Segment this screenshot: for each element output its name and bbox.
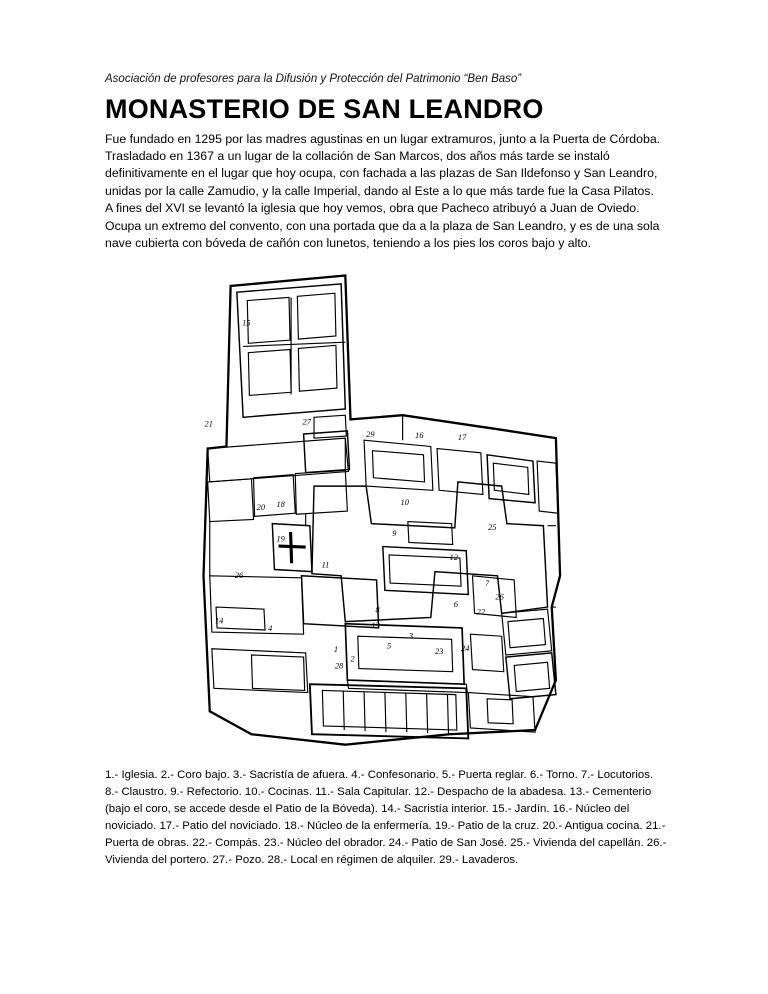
association-line: Asociación de profesores para la Difusión y Protección del Patrimonio “Ben Baso”: [105, 73, 522, 85]
svg-text:3: 3: [408, 631, 413, 641]
floor-plan-drawing: [172, 263, 602, 753]
svg-text:15: 15: [241, 318, 250, 328]
svg-text:26: 26: [494, 592, 504, 602]
floor-plan-monasterio-san-leandro: [172, 263, 602, 753]
svg-text:19: 19: [275, 534, 285, 544]
svg-text:2: 2: [350, 653, 355, 663]
svg-text:29: 29: [365, 429, 374, 439]
svg-text:7: 7: [484, 578, 489, 588]
svg-text:9: 9: [391, 528, 396, 538]
svg-text:1: 1: [333, 644, 338, 654]
svg-text:21: 21: [204, 419, 213, 429]
svg-text:16: 16: [414, 430, 423, 440]
legend-text: 1.- Iglesia. 2.- Coro bajo. 3.- Sacristía de afuera. 4.- Confesonario. 5.- Puerta reglar. 6.- Torno. 7.- Locutorios. 8.- Claustro. 9.- Refectorio. 10.- Cocinas. 11.- Sala Capitular. 12.- Despacho de la abadesa. 13.- Cementerio (bajo el coro, se accede desde el Patio de la Bóveda). 14.- Sacristía interior. 15.- Jardín. 16.- Núcleo del noviciado. 17.- Patio del noviciado. 18.- Núcleo de la enfermería. 19.- Patio de la cruz. 20.- Antigua cocina. 21.- Puerta de obras. 22.- Compás. 23.- Núcleo del obrador. 24.- Patio de San José. 25.- Vivienda del capellán. 26.- Vivienda del portero. 27.- Pozo. 28.- Local en régimen de alquiler. 29.- Lavaderos.: [105, 768, 667, 867]
floor-plan-figure: [105, 263, 668, 753]
svg-text:20: 20: [256, 502, 265, 512]
svg-text:5: 5: [386, 641, 391, 651]
svg-text:14: 14: [214, 616, 223, 626]
svg-text:8: 8: [375, 604, 380, 614]
paragraph-1: Fue fundado en 1295 por las madres agustinas en un lugar extramuros, junto a la Puerta de Córdoba. Trasladado en 1367 a un lugar de la collación de San Marcos, dos años más tarde se instaló definitivamente en el lugar que hoy ocupa, con fachada a las plazas de San Ildefonso y San Leandro, unidas por la calle Zamudio, y la calle Imperial, dando al Este a lo que más tarde fue la Casa Pilatos.: [105, 131, 661, 198]
svg-text:10: 10: [400, 497, 409, 507]
svg-text:18: 18: [275, 499, 285, 509]
paragraph-2: A fines del XVI se levantó la iglesia que hoy vemos, obra que Pacheco atribuyó a Juan de Oviedo. Ocupa un extremo del convento, con una portada que da a la plaza de San Leandro, y es de una sola nave cubierta con bóveda de cañón con lunetos, teniendo a los pies los coros bajo y alto.: [105, 201, 660, 251]
svg-text:17: 17: [457, 432, 466, 442]
svg-text:25: 25: [487, 522, 496, 532]
svg-text:13: 13: [370, 620, 380, 630]
body-text: [105, 131, 668, 253]
svg-text:27: 27: [302, 417, 311, 427]
svg-text:22: 22: [476, 607, 485, 617]
room-number-labels: [204, 318, 504, 670]
svg-text:26: 26: [234, 570, 243, 580]
svg-text:4: 4: [267, 623, 272, 633]
svg-text:28: 28: [334, 661, 343, 671]
svg-text:11: 11: [321, 560, 329, 570]
svg-text:24: 24: [460, 643, 469, 653]
svg-text:6: 6: [453, 599, 458, 609]
svg-text:23: 23: [434, 646, 443, 656]
page-title: MONASTERIO DE SAN LEANDRO: [105, 93, 544, 124]
svg-text:12: 12: [449, 552, 458, 562]
